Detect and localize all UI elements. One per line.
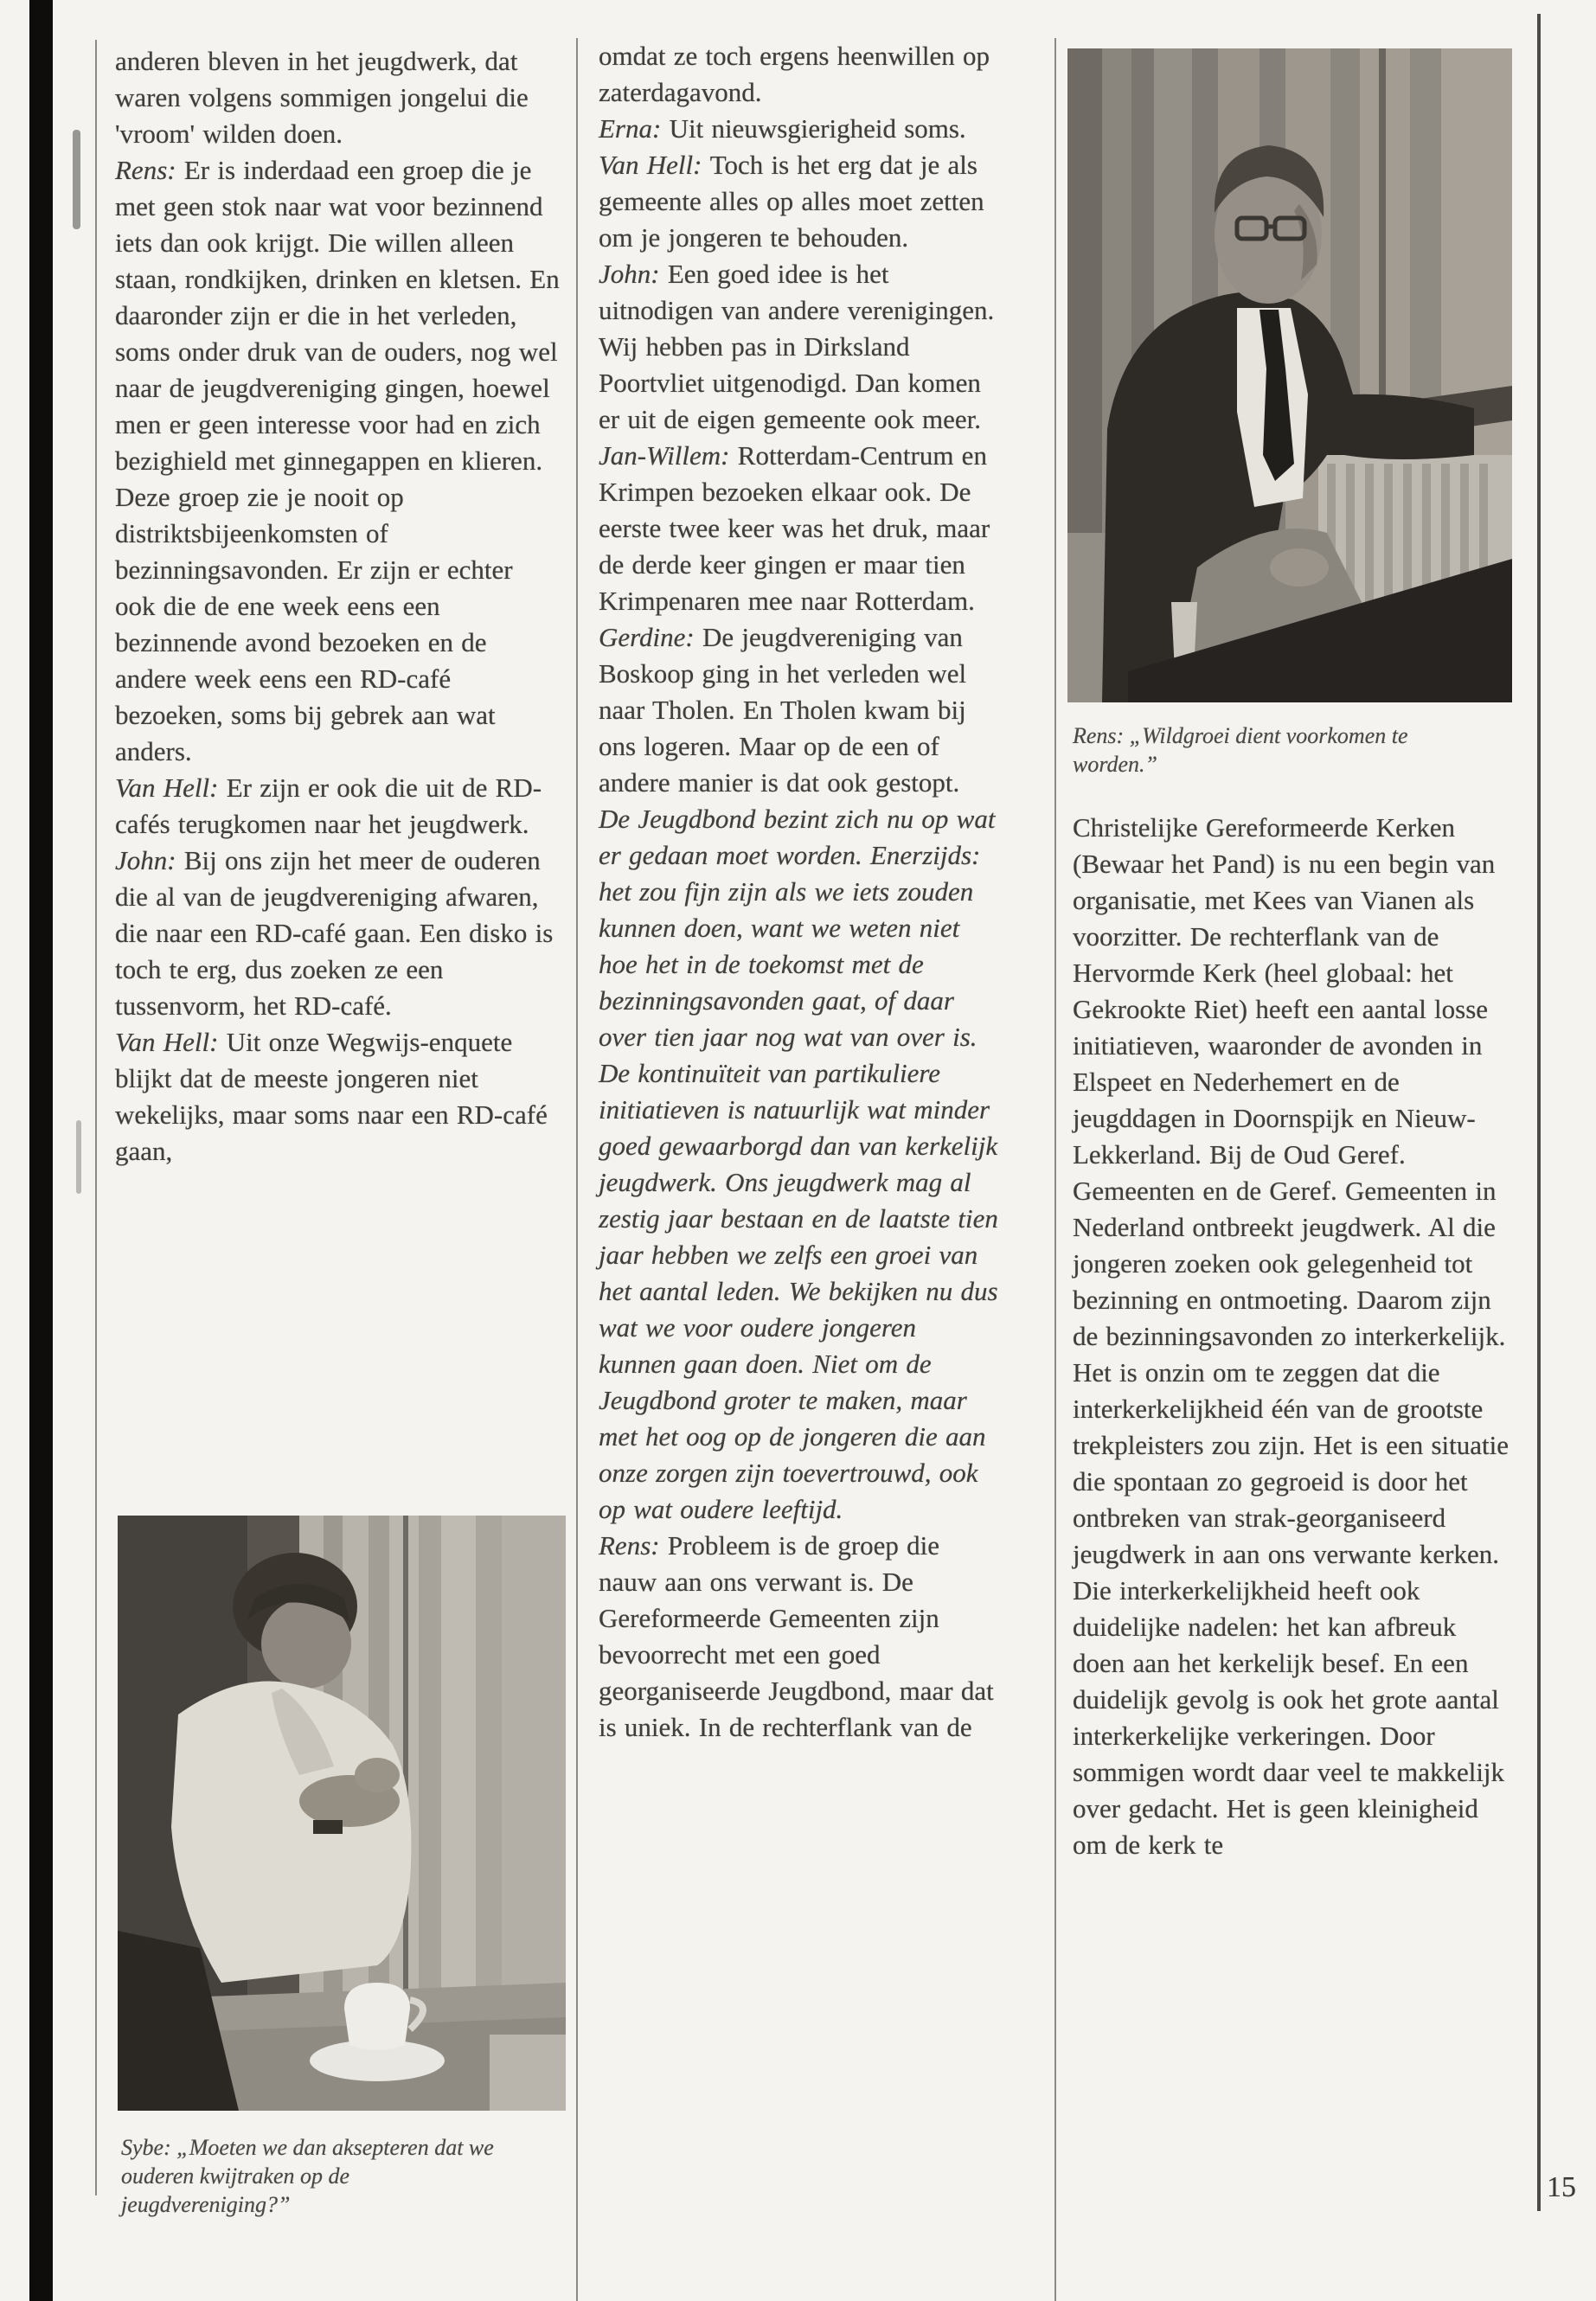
- paragraph: [599, 147, 998, 256]
- paragraph-text: Bij ons zijn het meer de ouderen die al van de jeugdvereniging afwaren, die naar een RD-café gaan. Een disko is toch te erg, dus zoeken ze een tussenvorm, het RD-café.: [115, 845, 554, 1021]
- speaker-label: Van Hell:: [599, 150, 702, 180]
- speaker-label: Erna:: [599, 113, 662, 144]
- speaker-label: Van Hell:: [115, 1027, 219, 1057]
- scan-edge-bar: [29, 0, 53, 2301]
- paragraph: [115, 152, 561, 770]
- paragraph: [115, 43, 561, 152]
- photo-sybe: [118, 1516, 566, 2111]
- page-number: 15: [1547, 2171, 1576, 2203]
- paragraph-text: Uit nieuwsgierigheid soms.: [669, 113, 966, 144]
- cup: [344, 1983, 410, 2050]
- paragraph: [599, 256, 998, 438]
- paragraph-text: Toch is het erg dat je als gemeente alles op alles moet zetten om je jongeren te behouden.: [599, 150, 984, 253]
- scan-smudge: [76, 1120, 81, 1194]
- watch: [313, 1820, 343, 1834]
- column-divider-2: [1054, 38, 1056, 2301]
- column-divider-1: [576, 38, 578, 2301]
- editorial-note-paragraph: [599, 801, 998, 1528]
- paragraph-text: Er zijn er ook die uit de RD-cafés terugkomen naar het jeugdwerk.: [115, 772, 542, 839]
- speaker-label: Rens:: [115, 155, 176, 185]
- column-3: [1073, 810, 1512, 1863]
- paragraph: [1073, 1355, 1512, 1863]
- paragraph-text: Rotterdam-Centrum en Krimpen bezoeken elkaar ook. De eerste twee keer was het druk, maar de derde keer gingen er maar tien Krimpenaren mee naar Rotterdam.: [599, 440, 990, 616]
- paragraph: [599, 619, 998, 801]
- paragraph-text: Het is onzin om te zeggen dat die interkerkelijkheid één van de grootste trekpleisters zou zijn. Het is een situatie die spontaan zo gegroeid is door het ontbreken van strak-georganiseerd jeugdwerk in aan ons verwante kerken. Die interkerkelijkheid heeft ook duidelijke nadelen: het kan afbreuk doen aan het kerkelijk besef. En een duidelijk gevolg is ook het grote aantal interkerkelijke verkeringen. Door sommigen wordt daar veel te makkelijk over gedacht. Het is geen kleinigheid om de kerk te: [1073, 1357, 1509, 1860]
- paragraph-text: De Jeugdbond bezint zich nu op wat er gedaan moet worden. Enerzijds: het zou fijn zijn als we iets zouden kunnen doen, want we weten niet hoe het in de toekomst met de bezinningsavonden gaat, of daar over tien jaar nog wat van over is. De kontinuïteit van partikuliere initiatieven is natuurlijk wat minder goed gewaarborgd dan van kerkelijk jeugdwerk. Ons jeugdwerk mag al zestig jaar bestaan en de laatste tien jaar hebben we zelfs een groei van het aantal leden. We bekijken nu dus wat we voor oudere jongeren kunnen gaan doen. Niet om de Jeugdbond groter te maken, maar met het oog op de jongeren die aan onze zorgen zijn toevertrouwd, ook op wat oudere leeftijd.: [599, 804, 998, 1524]
- paragraph: [115, 770, 561, 843]
- speaker-label: John:: [115, 845, 176, 875]
- paragraph-text: anderen bleven in het jeugdwerk, dat waren volgens sommigen jongelui die 'vroom' wilden doen.: [115, 46, 529, 149]
- paragraph-text: Een goed idee is het uitnodigen van andere verenigingen. Wij hebben pas in Dirksland Poortvliet uitgenodigd. Dan komen er uit de eigen gemeente ook meer.: [599, 259, 995, 434]
- hand: [1270, 548, 1329, 586]
- paragraph: [115, 843, 561, 1024]
- paragraph-text: Uit onze Wegwijs-enquete blijkt dat de meeste jongeren niet wekelijks, maar soms naar een RD-café gaan,: [115, 1027, 548, 1166]
- scan-smudge: [73, 130, 80, 229]
- column-2: [599, 38, 998, 1746]
- paragraph-text: Probleem is de groep die nauw aan ons verwant is. De Gereformeerde Gemeenten zijn bevoorrecht met een goed georganiseerde Jeugdbond, maar dat is uniek. In de rechterflank van de: [599, 1530, 994, 1742]
- paragraph: [1073, 810, 1512, 1355]
- photo-caption-sybe: Sybe: „Moeten we dan aksepteren dat we ouderen kwijtraken op de jeugdvereniging?”: [121, 2135, 494, 2217]
- column-1: [115, 43, 561, 1170]
- paragraph-text: Er is inderdaad een groep die je met geen stok naar wat voor bezinnend iets dan ook krijgt. Die willen alleen staan, rondkijken, drinken en kletsen. En daaronder zijn er die in het verleden, soms onder druk van de ouders, nog wel naar de jeugdvereniging gingen, hoewel men er geen interesse voor had en zich bezighield met ginnegappen en klieren. Deze groep zie je nooit op distriktsbijeenkomsten of bezinningsavonden. Er zijn er echter ook die de ene week eens een bezinnende avond bezoeken en de andere week eens een RD-café bezoeken, soms bij gebrek aan wat anders.: [115, 155, 560, 766]
- speaker-label: John:: [599, 259, 660, 289]
- photo-rens: [1067, 48, 1512, 702]
- left-margin-rule: [95, 40, 97, 2195]
- paragraph: [599, 111, 998, 147]
- paragraph: [115, 1024, 561, 1170]
- paragraph-text: omdat ze toch ergens heenwillen op zaterdagavond.: [599, 41, 990, 107]
- speaker-label: Rens:: [599, 1530, 660, 1561]
- paragraph: [599, 438, 998, 619]
- speaker-label: Jan-Willem:: [599, 440, 730, 471]
- right-margin-rule: [1537, 14, 1541, 2211]
- speaker-label: Van Hell:: [115, 772, 219, 803]
- photo-caption-rens: Rens: „Wildgroei dient voorkomen te worden.”: [1073, 723, 1408, 777]
- paragraph: [599, 1528, 998, 1746]
- paragraph: [599, 38, 998, 111]
- speaker-label: Gerdine:: [599, 622, 695, 652]
- paragraph-text: De jeugdvereniging van Boskoop ging in het verleden wel naar Tholen. En Tholen kwam bij ons logeren. Maar op de een of andere manier is dat ook gestopt.: [599, 622, 967, 798]
- paragraph-text: Christelijke Gereformeerde Kerken (Bewaar het Pand) is nu een begin van organisatie, met Kees van Vianen als voorzitter. De rechterflank van de Hervormde Kerk (heel globaal: het Gekrookte Riet) heeft een aantal losse initiatieven, waaronder de avonden in Elspeet en Nederhemert en de jeugddagen in Doornspijk en Nieuw-Lekkerland. Bij de Oud Geref. Gemeenten en de Geref. Gemeenten in Nederland ontbreekt jeugdwerk. Al die jongeren zoeken ook gelegenheid tot bezinning en ontmoeting. Daarom zijn de bezinningsavonden zo interkerkelijk.: [1073, 812, 1506, 1351]
